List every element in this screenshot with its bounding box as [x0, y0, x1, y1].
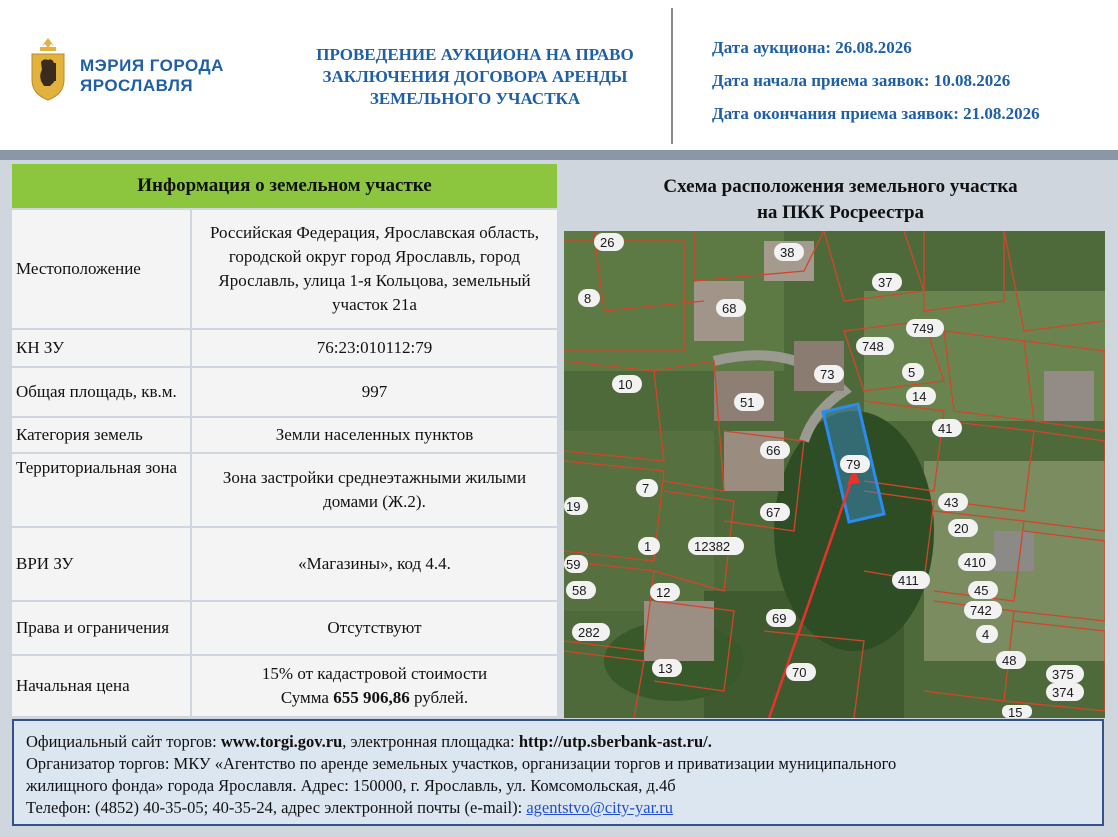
dates-block — [712, 36, 1040, 135]
logo-text-line1: МЭРИЯ ГОРОДА — [80, 56, 224, 75]
row-key-price: Начальная цена — [11, 655, 191, 717]
header-divider — [671, 8, 673, 144]
svg-text:5: 5 — [908, 365, 916, 380]
map-label — [892, 571, 930, 589]
svg-text:12382: 12382 — [694, 539, 731, 554]
map-label — [688, 537, 744, 555]
map-label — [578, 289, 600, 307]
map-label — [766, 609, 796, 627]
torgi-site-link[interactable]: www.torgi.gov.ru — [220, 732, 343, 751]
table-row — [11, 601, 558, 655]
map-label — [814, 365, 844, 383]
price-prefix: Сумма — [280, 688, 334, 707]
table-header-row — [11, 163, 558, 209]
map-label — [976, 625, 998, 643]
price-line1: 15% от кадастровой стоимости — [261, 664, 488, 683]
svg-text:70: 70 — [792, 665, 807, 680]
svg-text:742: 742 — [970, 603, 992, 618]
svg-text:68: 68 — [722, 301, 737, 316]
svg-text:19: 19 — [566, 499, 581, 514]
map-label — [760, 503, 790, 521]
row-key-area: Общая площадь, кв.м. — [11, 367, 191, 417]
coat-of-arms-icon — [26, 36, 70, 102]
row-value-zone: Зона застройки среднеэтажными жилыми домами (Ж.2). — [191, 453, 558, 527]
row-value-price — [191, 655, 558, 717]
svg-text:14: 14 — [912, 389, 927, 404]
header — [0, 0, 1118, 150]
map-label — [636, 479, 658, 497]
email-link[interactable]: agentstvo@city-yar.ru — [526, 798, 674, 817]
map-label — [902, 363, 924, 381]
map-label — [564, 497, 588, 515]
map-label — [760, 441, 790, 459]
map-label — [786, 663, 816, 681]
svg-text:45: 45 — [974, 583, 989, 598]
page-title — [290, 44, 660, 110]
logo — [26, 36, 246, 102]
price-line2 — [196, 686, 553, 710]
map-label — [638, 537, 660, 555]
map-label — [650, 583, 680, 601]
svg-text:26: 26 — [600, 235, 615, 250]
map-label — [716, 299, 746, 317]
row-key-location: Местоположение — [11, 209, 191, 329]
date-end: Дата окончания приема заявок: 21.08.2026 — [712, 104, 1040, 123]
price-suffix: рублей. — [409, 688, 469, 707]
svg-text:59: 59 — [566, 557, 581, 572]
svg-text:12: 12 — [656, 585, 671, 600]
map-label — [1002, 705, 1032, 718]
land-info-table — [10, 162, 559, 718]
footer-mid: , электронная площадка: — [342, 732, 519, 751]
header-band — [0, 150, 1118, 160]
svg-text:73: 73 — [820, 367, 835, 382]
svg-text:38: 38 — [780, 245, 795, 260]
table-row — [11, 655, 558, 717]
svg-text:411: 411 — [898, 573, 919, 588]
svg-text:67: 67 — [766, 505, 781, 520]
row-key-rights: Права и ограничения — [11, 601, 191, 655]
map-label — [996, 651, 1026, 669]
map-label — [932, 419, 962, 437]
map-label — [964, 601, 1002, 619]
row-value-rights: Отсутствуют — [191, 601, 558, 655]
map-label — [652, 659, 682, 677]
title-line1: ПРОВЕДЕНИЕ АУКЦИОНА НА ПРАВО — [316, 45, 634, 64]
svg-text:1: 1 — [644, 539, 652, 554]
svg-text:748: 748 — [862, 339, 884, 354]
svg-text:374: 374 — [1052, 685, 1074, 700]
footer-site-prefix: Официальный сайт торгов: — [26, 732, 221, 751]
svg-text:37: 37 — [878, 275, 893, 290]
map-label — [612, 375, 642, 393]
svg-text:8: 8 — [584, 291, 592, 306]
map-label — [566, 581, 596, 599]
map-label — [958, 553, 996, 571]
map-label — [734, 393, 764, 411]
row-value-location: Российская Федерация, Ярославская область, городской округ город Ярославль, город Ярославль, улица 1-я Кольцова, земельный участок 21а — [191, 209, 558, 329]
row-key-zone: Территориальная зона — [11, 453, 191, 527]
date-start: Дата начала приема заявок: 10.08.2026 — [712, 71, 1011, 90]
row-value-permitted-use: «Магазины», код 4.4. — [191, 527, 558, 601]
map-label — [774, 243, 804, 261]
svg-text:48: 48 — [1002, 653, 1017, 668]
svg-text:375: 375 — [1052, 667, 1074, 682]
logo-text-line2: ЯРОСЛАВЛЯ — [80, 76, 194, 95]
svg-text:79: 79 — [846, 457, 861, 472]
map-label — [856, 337, 894, 355]
footer-info — [12, 719, 1104, 826]
svg-text:10: 10 — [618, 377, 633, 392]
map-title-line1: Схема расположения земельного участка — [663, 176, 1018, 197]
svg-text:58: 58 — [572, 583, 587, 598]
table-heading: Информация о земельном участке — [11, 163, 558, 209]
table-row — [11, 453, 558, 527]
table-row — [11, 367, 558, 417]
map-label — [872, 273, 902, 291]
map-label — [938, 493, 968, 511]
map-label — [564, 555, 588, 573]
map-label — [968, 581, 998, 599]
map-label — [594, 233, 624, 251]
svg-text:749: 749 — [912, 321, 934, 336]
row-key-cadastral: КН ЗУ — [11, 329, 191, 367]
table-row — [11, 417, 558, 453]
svg-text:282: 282 — [578, 625, 600, 640]
svg-text:66: 66 — [766, 443, 781, 458]
cadastral-map — [564, 231, 1105, 718]
footer-line1 — [26, 731, 1090, 753]
map-label — [906, 387, 936, 405]
svg-text:20: 20 — [954, 521, 969, 536]
map-label — [906, 319, 944, 337]
svg-text:4: 4 — [982, 627, 990, 642]
row-key-category: Категория земель — [11, 417, 191, 453]
svg-text:7: 7 — [642, 481, 650, 496]
footer-line3: жилищного фонда» города Ярославля. Адрес: 150000, г. Ярославль, ул. Комсомольская, д.4б — [26, 776, 676, 795]
table-row — [11, 527, 558, 601]
footer-phone: Телефон: (4852) 40-35-05; 40-35-24, адрес электронной почты (e-mail): — [26, 798, 527, 817]
map-label — [840, 455, 870, 473]
map-label — [1046, 665, 1084, 683]
title-line3: ЗЕМЕЛЬНОГО УЧАСТКА — [369, 89, 581, 108]
table-row — [11, 329, 558, 367]
svg-text:69: 69 — [772, 611, 787, 626]
map-label — [572, 623, 610, 641]
price-amount: 655 906,86 — [333, 688, 410, 707]
map-title-line2: на ПКК Росреестра — [756, 202, 925, 223]
row-value-cadastral: 76:23:010112:79 — [191, 329, 558, 367]
row-value-category: Земли населенных пунктов — [191, 417, 558, 453]
row-value-area: 997 — [191, 367, 558, 417]
footer-line2: Организатор торгов: МКУ «Агентство по аренде земельных участков, организации торгов и приватизации муниципального — [26, 754, 897, 773]
svg-text:41: 41 — [938, 421, 953, 436]
table-row — [11, 209, 558, 329]
svg-text:43: 43 — [944, 495, 959, 510]
svg-text:51: 51 — [740, 395, 755, 410]
map-title — [563, 174, 1118, 226]
row-key-permitted-use: ВРИ ЗУ — [11, 527, 191, 601]
platform-link[interactable]: http://utp.sberbank-ast.ru/. — [518, 732, 712, 751]
title-line2: ЗАКЛЮЧЕНИЯ ДОГОВОРА АРЕНДЫ — [322, 67, 628, 86]
svg-text:410: 410 — [964, 555, 986, 570]
footer-line4 — [26, 797, 1090, 819]
map-label — [1046, 683, 1084, 701]
svg-text:13: 13 — [658, 661, 673, 676]
date-auction: Дата аукциона: 26.08.2026 — [712, 38, 912, 57]
map-label — [948, 519, 978, 537]
svg-text:15: 15 — [1008, 705, 1023, 718]
